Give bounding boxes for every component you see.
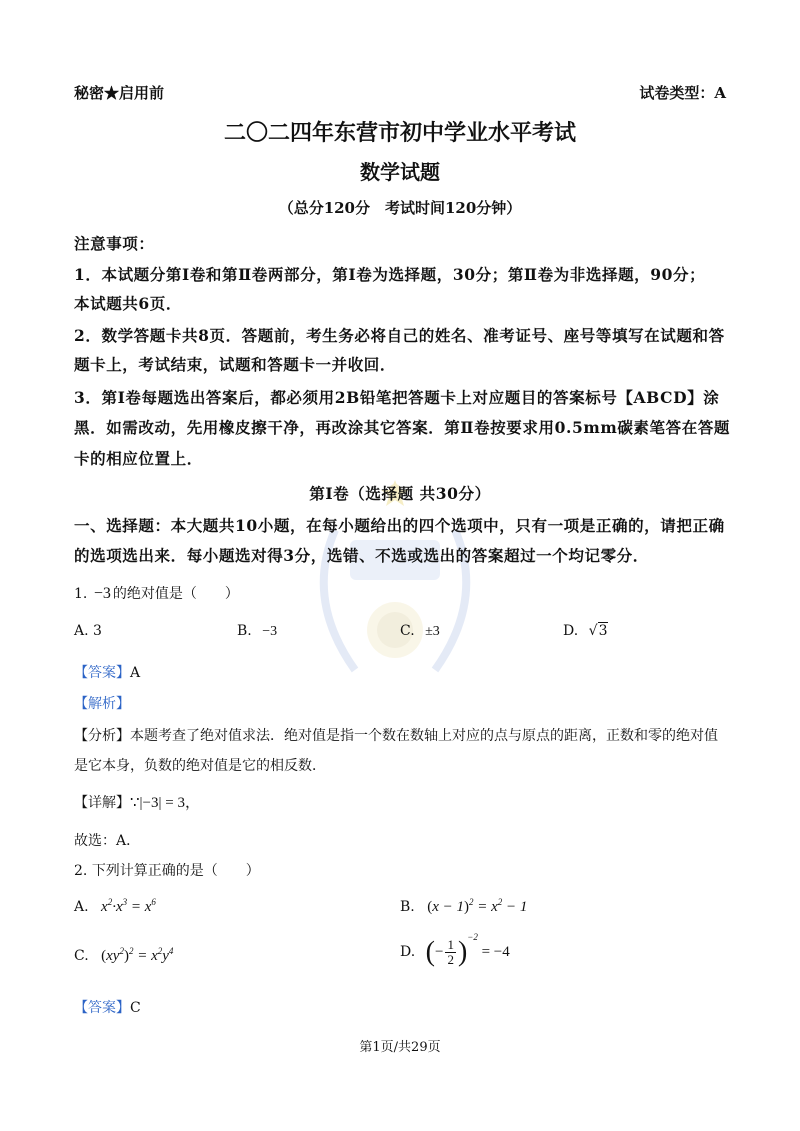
answer-tag: 【答案】: [74, 665, 130, 681]
q2-answer-line: [74, 997, 141, 1017]
score-time-note: （总分120分 考试时间120分钟）: [278, 199, 522, 217]
q1-conclusion: 故选：A．: [74, 833, 141, 849]
question-number: 2.: [74, 863, 88, 879]
q1-option-b-label: B.: [237, 623, 252, 639]
q2-option-b-formula: $(x - 1)^2 = x^2 - 1$: [427, 897, 528, 915]
q1-answer-line: [74, 662, 140, 682]
question-1-text: 的绝对值是（ ）: [112, 586, 239, 602]
notice-heading: 注意事项：: [74, 234, 155, 253]
question-2-text: 下列计算正确的是（ ）: [91, 863, 260, 879]
q1-option-d: [563, 623, 608, 639]
exam-title: 二〇二四年东营市初中学业水平考试: [223, 120, 576, 146]
q2-option-a-formula: $x^2\cdot x^3 = x^6$: [101, 897, 156, 915]
q1-analysis-line-1: [74, 725, 718, 745]
q2-option-a-label: A.: [74, 899, 89, 915]
q2-option-d: [400, 932, 510, 969]
q2-answer: C: [130, 1000, 141, 1016]
q2-option-d-formula: (− $\frac{1}{2}$ )$^{-2}$ = −4: [425, 932, 510, 968]
q1-option-c-label: C.: [400, 623, 415, 639]
q2-option-a: [74, 897, 156, 916]
analysis-text-1: 本题考查了绝对值求法．绝对值是指一个数在数轴上对应的点与原点的距离，正数和零的绝对值: [130, 728, 718, 744]
q2-option-c-formula: $(xy^2)^2 = x^2y^4$: [101, 946, 174, 964]
q1-option-b: [237, 623, 277, 640]
notice-line-4: 题卡上，考试结束，试题和答题卡一并收回．: [74, 355, 397, 374]
section-intro-line-2: 的选项选出来．每小题选对得3分，选错、不选或选出的答案超过一个均记零分．: [74, 546, 649, 565]
page-footer: 第1页/共29页: [359, 1040, 441, 1055]
notice-line-6: 黑．如需改动，先用橡皮擦干净，再改涂其它答案．第Ⅱ卷按要求用0.5mm碳素笔答在答题: [74, 418, 731, 437]
section-intro-line-1: 一、选择题：本大题共10小题，在每小题给出的四个选项中，只有一项是正确的，请把正确: [74, 516, 725, 535]
q2-option-b-label: B.: [400, 899, 415, 915]
q1-detail-line: [74, 791, 200, 812]
confidential-label: 秘密★启用前: [74, 84, 165, 102]
detail-tag: 【详解】: [74, 795, 130, 811]
q2-option-b: [400, 897, 527, 916]
question-1-expr: −3: [93, 585, 111, 602]
q2-option-c-label: C.: [74, 948, 89, 964]
notice-line-2: 本试题共6页．: [74, 294, 182, 313]
exam-subtitle: 数学试题: [360, 160, 440, 184]
q1-option-c-value: ±3: [425, 624, 440, 639]
laurel-watermark-icon: [295, 470, 495, 700]
notice-line-7: 卡的相应位置上．: [74, 449, 203, 468]
notice-line-5: 3．第Ⅰ卷每题选出答案后，都必须用2B铅笔把答题卡上对应题目的答案标号【ABCD】涂: [74, 388, 720, 407]
detail-expr: ∵|−3| = 3，: [130, 795, 200, 811]
q1-analysis-tag: 【解析】: [74, 696, 130, 712]
q1-option-b-value: −3: [262, 624, 278, 639]
question-1-stem: [74, 583, 239, 603]
q1-answer: A: [130, 665, 141, 681]
question-2-stem: [74, 860, 260, 880]
q1-option-d-label: D.: [563, 623, 579, 639]
q1-analysis-line-2: 是它本身，负数的绝对值是它的相反数．: [74, 758, 326, 774]
question-number: 1.: [74, 586, 88, 602]
q1-option-d-value: 3: [598, 623, 608, 639]
q1-option-a: A. 3: [74, 623, 102, 639]
notice-line-1: 1．本试题分第Ⅰ卷和第Ⅱ卷两部分，第Ⅰ卷为选择题，30分；第Ⅱ卷为非选择题，90分；: [74, 265, 706, 284]
analysis-head: 【分析】: [74, 728, 130, 744]
q2-option-c: [74, 946, 173, 965]
section-title: 第Ⅰ卷（选择题 共30分）: [309, 484, 491, 503]
paper-type-label: 试卷类型：A: [639, 84, 726, 102]
notice-line-3: 2．数学答题卡共8页．答题前，考生务必将自己的姓名、准考证号、座号等填写在试题和答: [74, 326, 725, 345]
q1-option-c: [400, 623, 440, 640]
q2-option-d-label: D.: [400, 944, 416, 960]
answer-tag: 【答案】: [74, 1000, 130, 1016]
sqrt-icon: √3: [588, 623, 608, 639]
